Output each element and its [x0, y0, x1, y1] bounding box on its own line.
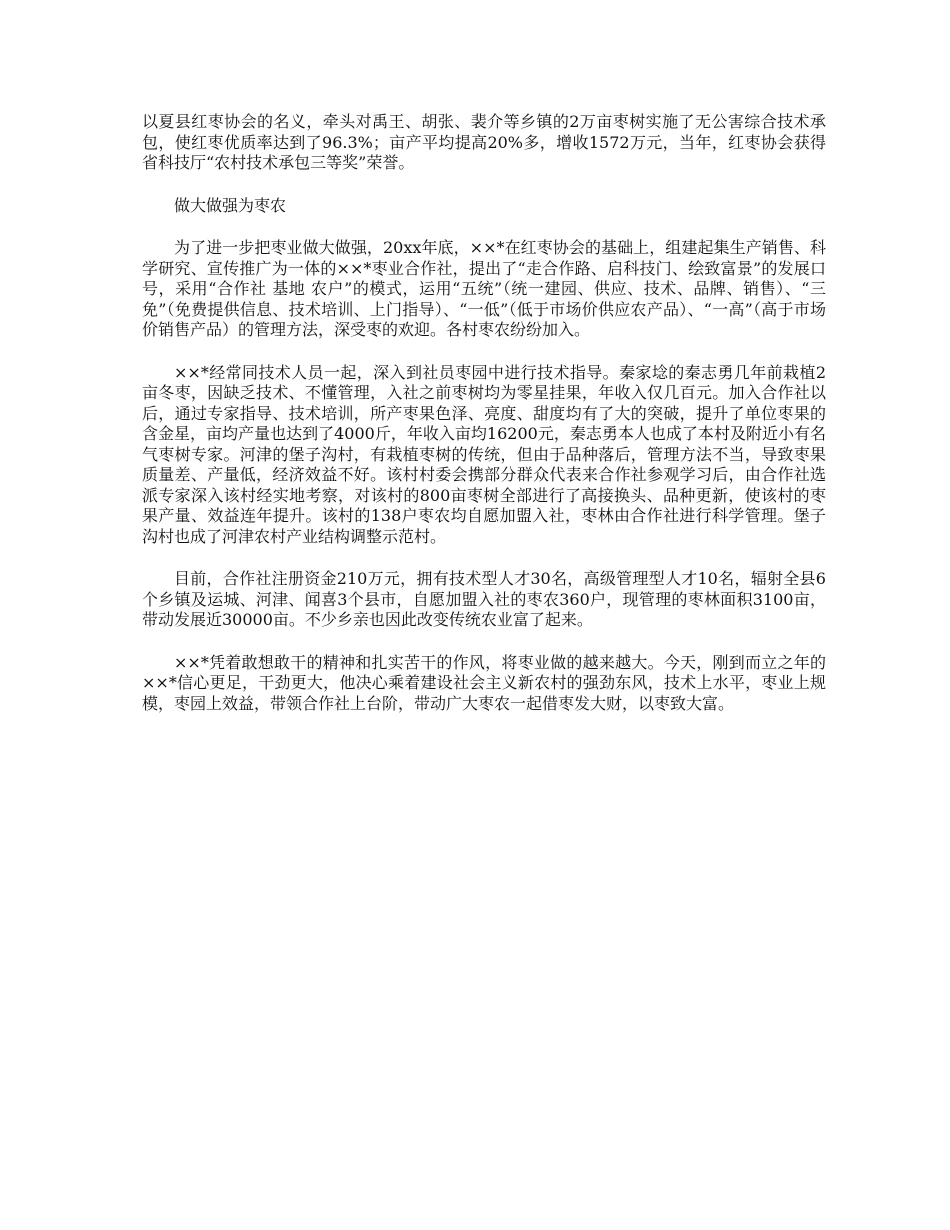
- document-page: [142, 112, 826, 736]
- paragraph-4: 目前，合作社注册资金210万元，拥有技术型人才30名，高级管理型人才10名，辐射全县6个乡镇及运城、河津、闻喜3个县市，自愿加盟入社的枣农360户，现管理的枣林面积3100亩，带动发展近30000亩。不少乡亲也因此改变传统农业富了起来。: [142, 569, 826, 629]
- paragraph-5: ××*凭着敢想敢干的精神和扎实苦干的作风，将枣业做的越来越大。今天，刚到而立之年的××*信心更足，干劲更大，他决心乘着建设社会主义新农村的强劲东风，技术上水平，枣业上规模，枣园上效益，带领合作社上台阶，带动广大枣农一起借枣发大财，以枣致大富。: [142, 652, 826, 713]
- section-heading: 做大做强为枣农: [174, 195, 287, 215]
- paragraph-3: ××*经常同技术人员一起，深入到社员枣园中进行技术指导。秦家埝的秦志勇几年前栽植2亩冬枣，因缺乏技术、不懂管理，入社之前枣树均为零星挂果，年收入仅几百元。加入合作社以后，通过专家指导、技术培训，所产枣果色泽、亮度、甜度均有了大的突破，提升了单位枣果的含金星，亩均产量也达到了4000斤，年收入亩均16200元，秦志勇本人也成了本村及附近小有名气枣树专家。河津的堡子沟村，有栽植枣树的传统，但由于品种落后，管理方法不当，导致枣果质量差、产量低，经济效益不好。该村村委会携部分群众代表来合作社参观学习后，由合作社选派专家深入该村经实地考察，对该村的800亩枣树全部进行了高接换头、品种更新，使该村的枣果产量、效益连年提升。该村的138户枣农均自愿加盟入社，枣林由合作社进行科学管理。堡子沟村也成了河津农村产业结构调整示范村。: [142, 362, 826, 546]
- paragraph-1: 以夏县红枣协会的名义，牵头对禹王、胡张、裴介等乡镇的2万亩枣树实施了无公害综合技术承包，使红枣优质率达到了96.3%；亩产平均提高20%多，增收1572万元，当年，红枣协会获得省科技厅“农村技术承包三等奖”荣誉。: [142, 112, 826, 172]
- paragraph-2: 为了进一步把枣业做大做强，20xx年底，××*在红枣协会的基础上，组建起集生产销售、科学研究、宣传推广为一体的××*枣业合作社，提出了“走合作路、启科技门、绘致富景”的发展口号，采用“合作社 基地 农户”的模式，运用“五统”（统一建园、供应、技术、品牌、销售）、“三免”（免费提供信息、技术培训、上门指导）、“一低”（低于市场价供应农产品）、“一高”（高于市场价销售产品）的管理方法，深受枣的欢迎。各村枣农纷纷加入。: [142, 238, 826, 339]
